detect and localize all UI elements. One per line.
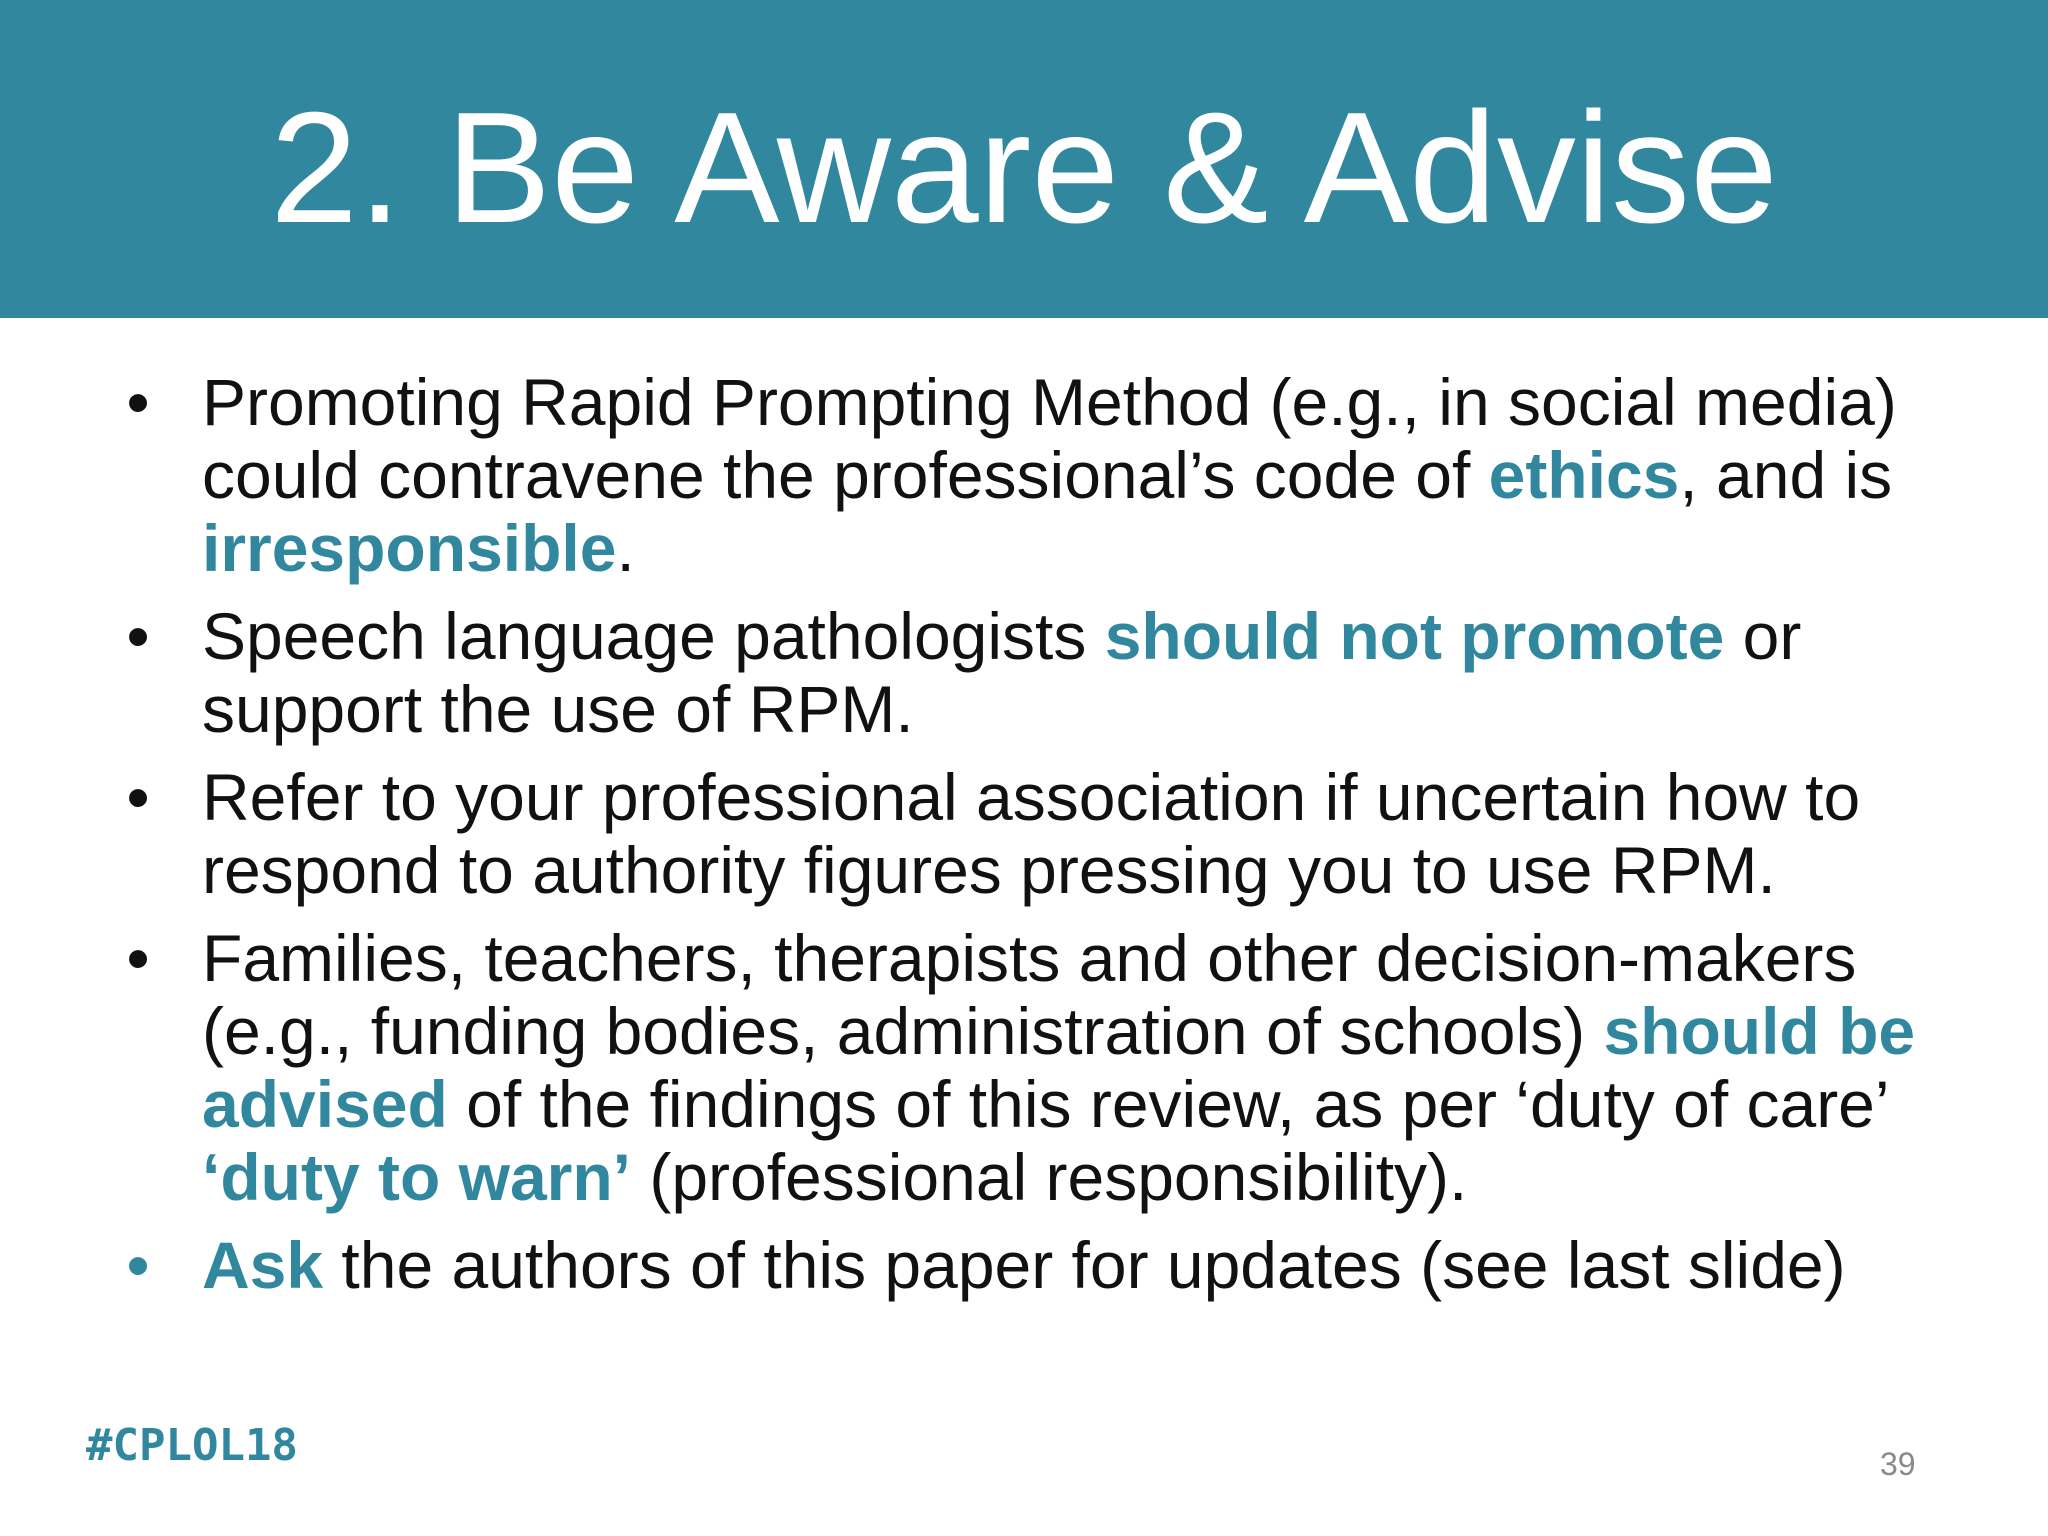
bullet-item: [118, 366, 1948, 585]
bullet-text: of the findings of this review, as per ‘duty of care’: [447, 1067, 1888, 1141]
highlight-text: ‘duty to warn’: [202, 1140, 631, 1214]
bullet-dot: •: [126, 921, 150, 995]
bullet-text: the authors of this paper for updates (see last slide): [323, 1228, 1846, 1302]
bullet-text: (professional responsibility).: [631, 1140, 1468, 1214]
bullet-item: [118, 1229, 1948, 1302]
bullet-item: [118, 922, 1948, 1214]
highlight-text: should not promote: [1104, 599, 1725, 673]
highlight-text: irresponsible: [202, 511, 617, 585]
hashtag-footer: #CPLOL18: [86, 1420, 298, 1471]
bullet-list: [118, 366, 1948, 1317]
highlight-text: should be advised: [202, 994, 1916, 1141]
bullet-item: [118, 761, 1948, 907]
bullet-dot: •: [126, 1228, 150, 1302]
bullet-item: [118, 600, 1948, 746]
bullet-text: Promoting Rapid Prompting Method (e.g., in social media) could contravene the professional’s code of: [202, 365, 1897, 512]
bullet-text: , and is: [1679, 438, 1893, 512]
bullet-dot: •: [126, 365, 150, 439]
highlight-text: ethics: [1488, 438, 1680, 512]
bullet-text: or support the use of RPM.: [202, 599, 1802, 746]
slide-title: 2. Be Aware & Advise: [270, 80, 1778, 256]
page-number: 39: [1880, 1446, 1916, 1482]
bullet-text: Families, teachers, therapists and other decision-makers (e.g., funding bodies, administration of schools): [202, 921, 1857, 1068]
bullet-dot: •: [126, 760, 150, 834]
title-banner: [0, 0, 2048, 318]
bullet-dot: •: [126, 599, 150, 673]
bullet-text: Speech language pathologists: [202, 599, 1105, 673]
bullet-text: .: [616, 511, 635, 585]
bullet-text: Refer to your professional association if uncertain how to respond to authority figures pressing you to use RPM.: [202, 760, 1861, 907]
highlight-text: Ask: [202, 1228, 324, 1302]
